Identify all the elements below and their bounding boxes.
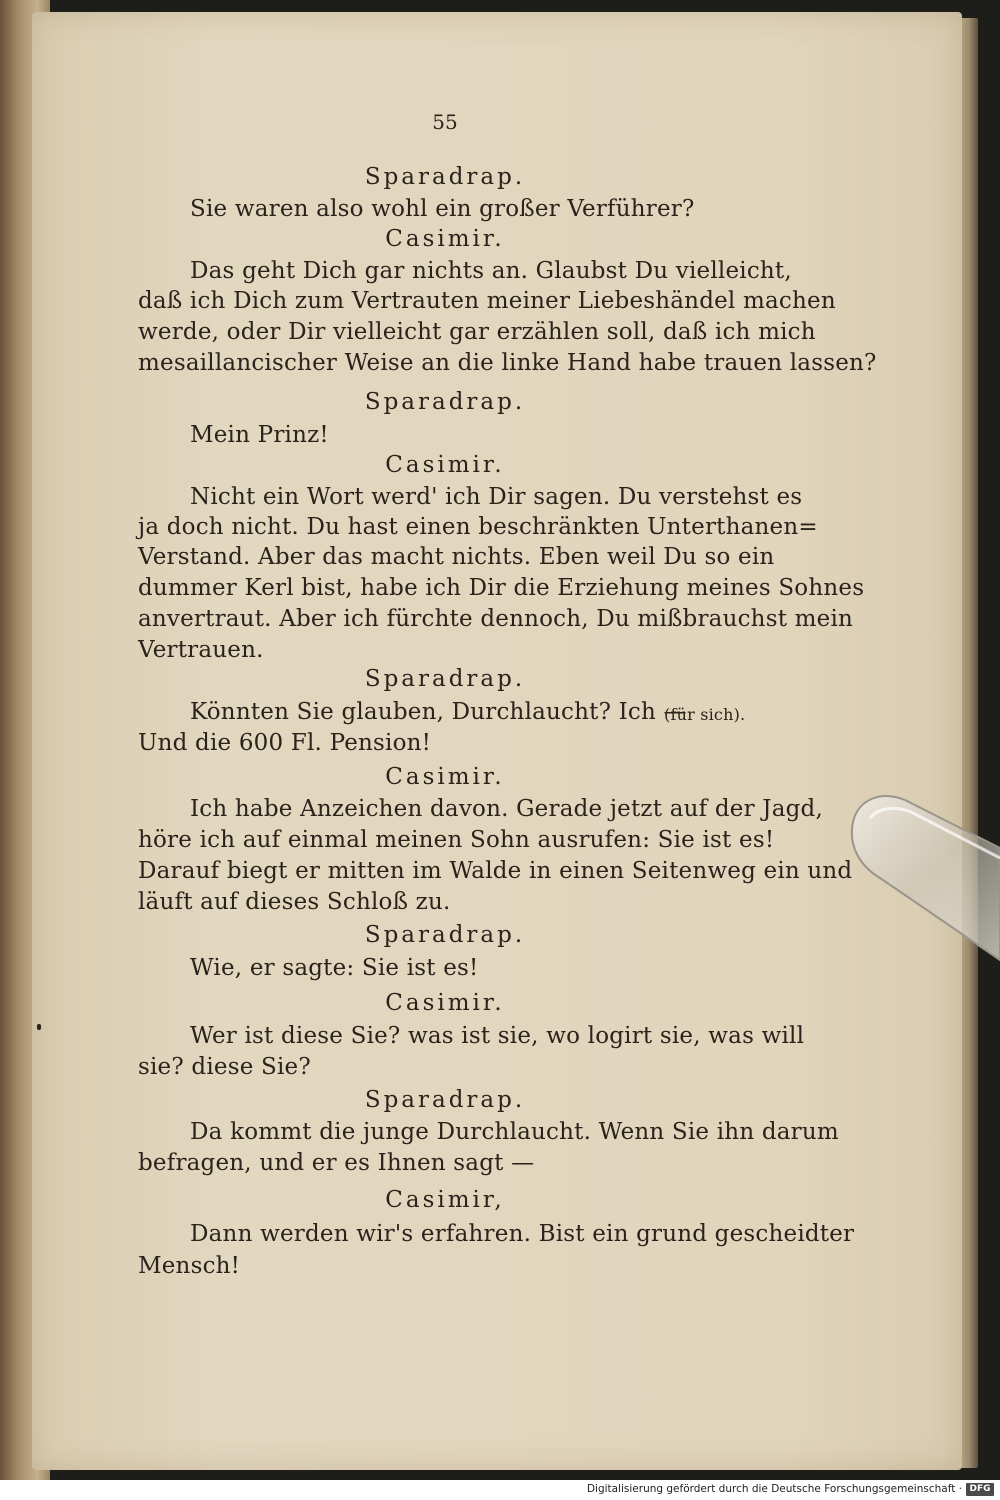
speaker-name: Casimir. <box>385 990 505 1016</box>
text-line: höre ich auf einmal meinen Sohn ausrufen: Sie ist es! <box>138 827 775 853</box>
footer-credit: Digitalisierung gefördert durch die Deutsche Forschungsgemeinschaft · <box>586 1483 962 1495</box>
text-line: mesaillancischer Weise an die linke Hand habe trauen lassen? <box>138 350 877 376</box>
text-line: Ich habe Anzeichen davon. Gerade jetzt auf der Jagd, <box>190 796 823 822</box>
text-line: Könnten Sie glauben, Durchlaucht? Ich — <box>190 699 687 725</box>
speaker-name: Sparadrap. <box>364 1087 526 1113</box>
text-line: Und die 600 Fl. Pension! <box>138 730 432 756</box>
text-line: Sie waren also wohl ein großer Verführer? <box>190 196 695 222</box>
text-line: Da kommt die junge Durchlaucht. Wenn Sie ihn darum <box>190 1119 839 1145</box>
page-number: 55 <box>432 110 458 134</box>
text-line: Das geht Dich gar nichts an. Glaubst Du vielleicht, <box>190 258 792 284</box>
speaker-name: Sparadrap. <box>364 666 526 692</box>
text-line: Nicht ein Wort werd' ich Dir sagen. Du verstehst es <box>190 484 803 510</box>
speaker-name: Casimir, <box>385 1187 505 1213</box>
text-line: sie? diese Sie? <box>138 1054 311 1080</box>
speaker-name: Sparadrap. <box>364 922 526 948</box>
text-line: Mensch! <box>138 1253 241 1279</box>
speaker-name: Sparadrap. <box>364 389 526 415</box>
text-line: Mein Prinz! <box>190 422 329 448</box>
text-line: Wie, er sagte: Sie ist es! <box>190 955 479 981</box>
speaker-name: Casimir. <box>385 452 505 478</box>
text-line: Vertrauen. <box>138 637 264 663</box>
text-line: befragen, und er es Ihnen sagt — <box>138 1150 535 1176</box>
ink-mark <box>37 1024 41 1030</box>
stage-direction: (für sich). <box>664 705 746 724</box>
text-line: werde, oder Dir vielleicht gar erzählen soll, daß ich mich <box>138 319 816 345</box>
text-line: läuft auf dieses Schloß zu. <box>138 889 451 915</box>
text-line: ja doch nicht. Du hast einen beschränkten Unterthanen= <box>138 514 818 540</box>
text-line: anvertraut. Aber ich fürchte dennoch, Du mißbrauchst mein <box>138 606 854 632</box>
text-line: Verstand. Aber das macht nichts. Eben weil Du so ein <box>138 544 775 570</box>
text-line: dummer Kerl bist, habe ich Dir die Erziehung meines Sohnes <box>138 575 865 601</box>
text-line: Darauf biegt er mitten im Walde in einen Seitenweg ein und <box>138 858 853 884</box>
text-line: daß ich Dich zum Vertrauten meiner Liebeshändel machen <box>138 288 836 314</box>
speaker-name: Sparadrap. <box>364 164 526 190</box>
text-line: Dann werden wir's erfahren. Bist ein grund gescheidter <box>190 1221 855 1247</box>
dfg-logo: DFG <box>966 1483 994 1496</box>
text-line: Wer ist diese Sie? was ist sie, wo logirt sie, was will <box>190 1023 805 1049</box>
footer-bar <box>0 1480 1000 1500</box>
speaker-name: Casimir. <box>385 226 505 252</box>
speaker-name: Casimir. <box>385 764 505 790</box>
